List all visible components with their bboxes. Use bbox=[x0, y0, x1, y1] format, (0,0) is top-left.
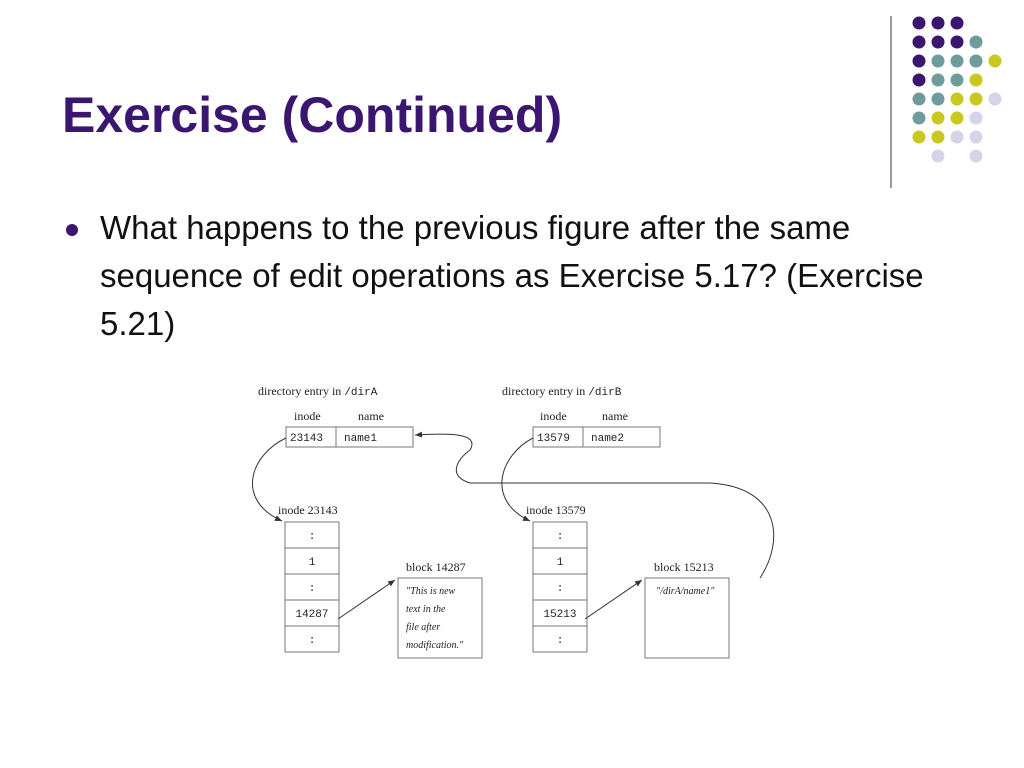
inode-b-table bbox=[533, 522, 587, 652]
decorative-dot bbox=[913, 17, 926, 30]
inode-b-cell-value: 1 bbox=[556, 557, 564, 569]
inode-b-cell-value: 15213 bbox=[543, 609, 577, 621]
decorative-dot bbox=[913, 36, 926, 49]
inode-b-to-block-b-arrow bbox=[585, 580, 642, 619]
decorative-dot bbox=[970, 150, 983, 163]
decorative-dot bbox=[951, 55, 964, 68]
inode-b-cell-value: : bbox=[556, 531, 564, 543]
block-b-label: block 15213 bbox=[654, 560, 714, 574]
decorative-dot bbox=[970, 93, 983, 106]
decorative-dot bbox=[932, 93, 945, 106]
inode-a-to-block-a-arrow bbox=[338, 580, 395, 619]
bullet-item bbox=[62, 204, 942, 348]
bullet-list bbox=[62, 204, 942, 348]
inode-a-table bbox=[285, 522, 339, 652]
decorative-dot bbox=[913, 131, 926, 144]
decorative-dot bbox=[913, 55, 926, 68]
decorative-dot bbox=[932, 17, 945, 30]
inode-a-cell-value: : bbox=[308, 635, 316, 647]
dir-a-inode-value: 23143 bbox=[290, 433, 324, 445]
decorative-dot bbox=[970, 55, 983, 68]
decorative-dot bbox=[932, 131, 945, 144]
decorative-dot bbox=[970, 36, 983, 49]
inode-b-label: inode 13579 bbox=[526, 503, 586, 517]
dir-b-inode-value: 13579 bbox=[537, 433, 571, 445]
inode-a-cell-value: 14287 bbox=[295, 609, 329, 621]
symlink-to-dir-a-arrow bbox=[415, 434, 774, 578]
inode-a-label: inode 23143 bbox=[278, 503, 338, 517]
inode-a-cell-value: 1 bbox=[308, 557, 316, 569]
decorative-dot bbox=[951, 36, 964, 49]
title-divider-line bbox=[890, 16, 892, 188]
block-a-line: "This is new bbox=[406, 586, 456, 597]
decorative-dot bbox=[951, 131, 964, 144]
bullet-dot-icon bbox=[66, 224, 78, 236]
block-b-line: "/dirA/name1" bbox=[656, 586, 715, 597]
decorative-dot bbox=[932, 55, 945, 68]
block-a-line: text in the bbox=[406, 604, 446, 615]
dir-b-name-value: name2 bbox=[591, 433, 625, 445]
decorative-dot bbox=[970, 112, 983, 125]
bullet-text: What happens to the previous figure after the same sequence of edit operations as Exercise 5.17? (Exercise 5.21) bbox=[100, 209, 924, 342]
block-a-label: block 14287 bbox=[406, 560, 466, 574]
decorative-dot bbox=[913, 74, 926, 87]
dir-a-name-value: name1 bbox=[344, 433, 378, 445]
block-a-line: file after bbox=[406, 622, 441, 633]
dir-a-col-inode: inode bbox=[294, 409, 321, 423]
inode-a-cell-value: : bbox=[308, 531, 316, 543]
decorative-dot bbox=[951, 74, 964, 87]
dir-b-col-name: name bbox=[602, 409, 628, 423]
decorative-dot bbox=[951, 93, 964, 106]
decorative-dot bbox=[913, 93, 926, 106]
dir-b-col-inode: inode bbox=[540, 409, 567, 423]
inode-a-cell-value: : bbox=[308, 583, 316, 595]
decorative-dot bbox=[932, 150, 945, 163]
file-system-diagram bbox=[240, 375, 800, 675]
inode-b-cell-value: : bbox=[556, 583, 564, 595]
block-a-line: modification." bbox=[406, 640, 464, 651]
decorative-dot bbox=[932, 36, 945, 49]
decorative-dot bbox=[970, 74, 983, 87]
decorative-dot bbox=[989, 93, 1002, 106]
decorative-dot bbox=[989, 55, 1002, 68]
decorative-dot bbox=[951, 17, 964, 30]
inode-b-cell-value: : bbox=[556, 635, 564, 647]
slide-title: Exercise (Continued) bbox=[62, 87, 563, 143]
dir-a-caption: directory entry in /dirA bbox=[258, 384, 378, 399]
dir-a-col-name: name bbox=[358, 409, 384, 423]
dir-b-caption: directory entry in /dirB bbox=[502, 384, 622, 399]
decorative-dot bbox=[932, 74, 945, 87]
block-b-contents bbox=[656, 586, 715, 597]
decorative-dot bbox=[970, 131, 983, 144]
decorative-dot bbox=[951, 112, 964, 125]
decorative-dot bbox=[932, 112, 945, 125]
decorative-dot bbox=[913, 112, 926, 125]
